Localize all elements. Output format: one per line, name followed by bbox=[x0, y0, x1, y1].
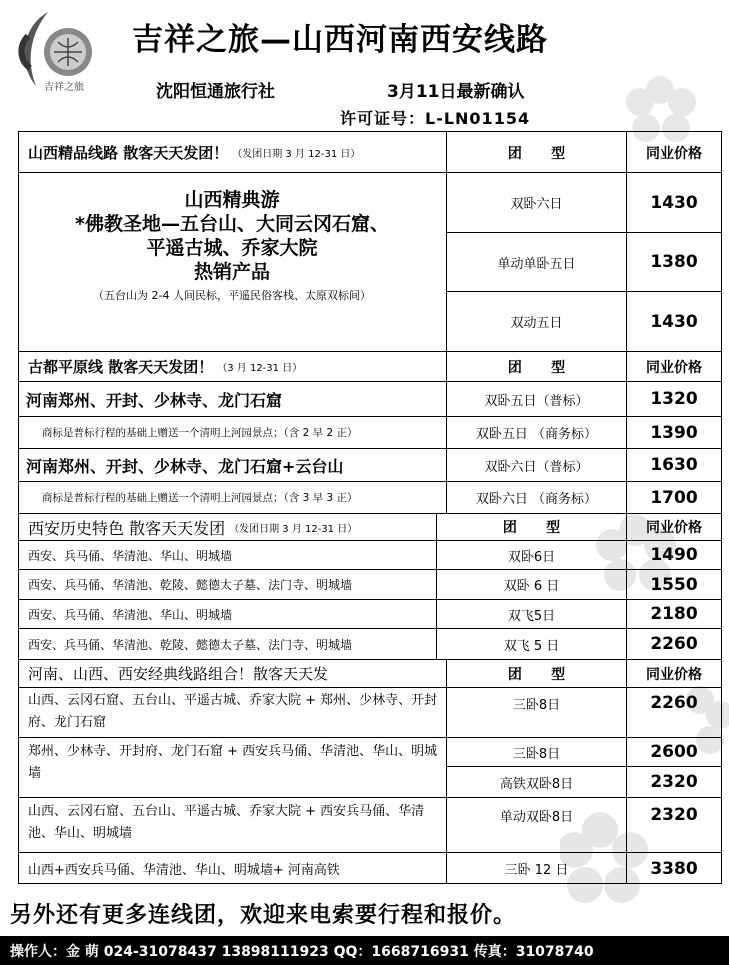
sec3-row2-price: 1550 bbox=[650, 574, 698, 595]
sec4-price2a: 2600 bbox=[650, 742, 698, 762]
sec2-row2-price: 1390 bbox=[650, 422, 698, 443]
license-number: 许可证号：L-LN01154 bbox=[340, 109, 531, 128]
sec1-col-type: 团 型 bbox=[507, 145, 566, 162]
sec3-date-note: （发团日期 3 月 12-31 日） bbox=[229, 523, 358, 535]
sec2-col-type: 团 型 bbox=[507, 359, 566, 376]
feature-line-1: 山西精典游 bbox=[184, 189, 280, 211]
sec4-price2b: 2320 bbox=[650, 772, 698, 792]
contact-footer: 操作人：金 萌 024-31078437 13898111923 QQ：1668716931 传真：31078740 bbox=[0, 936, 729, 965]
sec3-row4-type: 双飞 5 日 bbox=[503, 638, 560, 654]
feature-note: （五台山为 2-4 人间民标，平遥民俗客栈、太原双标间） bbox=[93, 289, 371, 302]
sec4-type2b: 高铁双卧8日 bbox=[499, 776, 574, 792]
sec2-title: 古都平原线 散客天天发团！ bbox=[28, 358, 214, 376]
sec3-col-price: 同业价格 bbox=[646, 520, 702, 536]
sec1-row3-type: 双动五日 bbox=[510, 316, 563, 331]
sec3-row2-type: 双卧 6 日 bbox=[503, 579, 560, 594]
sec4-price4: 3380 bbox=[650, 858, 698, 879]
sec2-row3-type: 双卧六日（普标） bbox=[484, 459, 589, 475]
sec2-col-price: 同业价格 bbox=[646, 359, 702, 376]
sec2-route1: 河南郑州、开封、少林寺、龙门石窟 bbox=[26, 390, 283, 410]
sec4-route2: 郑州、少林寺、开封府、龙门石窟 + 西安兵马俑、华清池、华山、明城墙 bbox=[28, 744, 438, 781]
sec4-type4: 三卧 12 日 bbox=[504, 863, 569, 878]
sec3-col-type: 团 型 bbox=[502, 520, 561, 536]
sec1-col-price: 同业价格 bbox=[646, 145, 702, 162]
sec2-row4-type: 双卧六日 （商务标） bbox=[475, 492, 598, 507]
sec4-price3: 2320 bbox=[650, 805, 698, 825]
sec3-row3-type: 双飞5日 bbox=[507, 608, 556, 624]
bottom-note: 另外还有更多连线团，欢迎来电索要行程和报价。 bbox=[10, 903, 517, 928]
sec3-row1-route: 西安、兵马俑、华清池、华山、明城墙 bbox=[28, 548, 233, 563]
sec2-row1-price: 1320 bbox=[650, 389, 698, 409]
page-title: 吉祥之旅—山西河南西安线路 bbox=[132, 22, 548, 58]
sec1-row2-price: 1380 bbox=[650, 252, 698, 272]
sec2-header bbox=[22, 352, 446, 381]
company-logo bbox=[8, 6, 96, 98]
sec2-row2-type: 双卧五日 （商务标） bbox=[475, 427, 598, 442]
sec4-route3: 山西、云冈石窟、五台山、平遥古城、乔家大院 + 西安兵马俑、华清池、华山、明城墙 bbox=[28, 804, 425, 841]
sec3-row4-route: 西安、兵马俑、华清池、乾陵、懿德太子墓、法门寺、明城墙 bbox=[28, 637, 353, 652]
sec1-row2-type: 单动单卧五日 bbox=[497, 256, 576, 272]
sec4-col-type: 团 型 bbox=[507, 666, 566, 683]
sec2-route2: 河南郑州、开封、少林寺、龙门石窟+云台山 bbox=[26, 456, 344, 476]
sec4-type3: 单动双卧8日 bbox=[499, 809, 574, 825]
sec1-feature bbox=[18, 188, 446, 305]
sec4-col-price: 同业价格 bbox=[646, 666, 702, 683]
sec2-date-note: （3 月 12-31 日） bbox=[217, 363, 303, 374]
sec1-header bbox=[22, 133, 446, 172]
logo-text: 吉祥之旅 bbox=[44, 82, 84, 93]
sec1-row3-price: 1430 bbox=[650, 311, 698, 332]
sec4-header: 河南、山西、西安经典线路组合！散客天天发 bbox=[28, 665, 329, 683]
sec4-route4: 山西+西安兵马俑、华清池、华山、明城墙+ 河南高铁 bbox=[28, 863, 340, 878]
sec4-price1: 2260 bbox=[650, 693, 698, 713]
sec2-note1: 商标是普标行程的基础上赠送一个清明上河园景点；（含 2 早 2 正） bbox=[42, 427, 358, 439]
sec2-row4-price: 1700 bbox=[650, 487, 698, 508]
sec2-row1-type: 双卧五日（普标） bbox=[484, 393, 589, 409]
sec1-date-note: （发团日期 3 月 12-31 日） bbox=[232, 149, 361, 160]
sec3-header bbox=[22, 514, 436, 540]
sec3-row3-route: 西安、兵马俑、华清池、华山、明城墙 bbox=[28, 607, 233, 622]
feature-line-4: 热销产品 bbox=[193, 261, 270, 283]
update-date: 3月11日最新确认 bbox=[387, 82, 525, 102]
sec3-row1-type: 双卧6日 bbox=[507, 549, 556, 565]
sec4-type1: 三卧8日 bbox=[512, 697, 561, 713]
sec1-row1-type: 双卧六日 bbox=[510, 197, 563, 212]
sec3-title: 西安历史特色 散客天天发团 bbox=[28, 518, 226, 538]
sec4-route1: 山西、云冈石窟、五台山、平遥古城、乔家大院 + 郑州、少林寺、开封府、龙门石窟 bbox=[28, 693, 438, 730]
sec2-row3-price: 1630 bbox=[650, 455, 698, 475]
feature-line-3: 平遥古城、乔家大院 bbox=[146, 237, 318, 259]
agency-name: 沈阳恒通旅行社 bbox=[156, 82, 275, 102]
sec3-row3-price: 2180 bbox=[650, 604, 698, 624]
sec4-type2a: 三卧8日 bbox=[512, 746, 561, 762]
sec3-row1-price: 1490 bbox=[650, 545, 698, 565]
sec2-note2: 商标是普标行程的基础上赠送一个清明上河园景点；（含 3 早 3 正） bbox=[42, 492, 358, 504]
feature-line-2: *佛教圣地—五台山、大同云冈石窟、 bbox=[75, 213, 389, 235]
sec3-row2-route: 西安、兵马俑、华清池、乾陵、懿德太子墓、法门寺、明城墙 bbox=[28, 578, 353, 592]
sec3-row4-price: 2260 bbox=[650, 634, 698, 654]
sec1-row1-price: 1430 bbox=[650, 192, 698, 213]
sec1-title: 山西精品线路 散客天天发团！ bbox=[28, 144, 229, 162]
